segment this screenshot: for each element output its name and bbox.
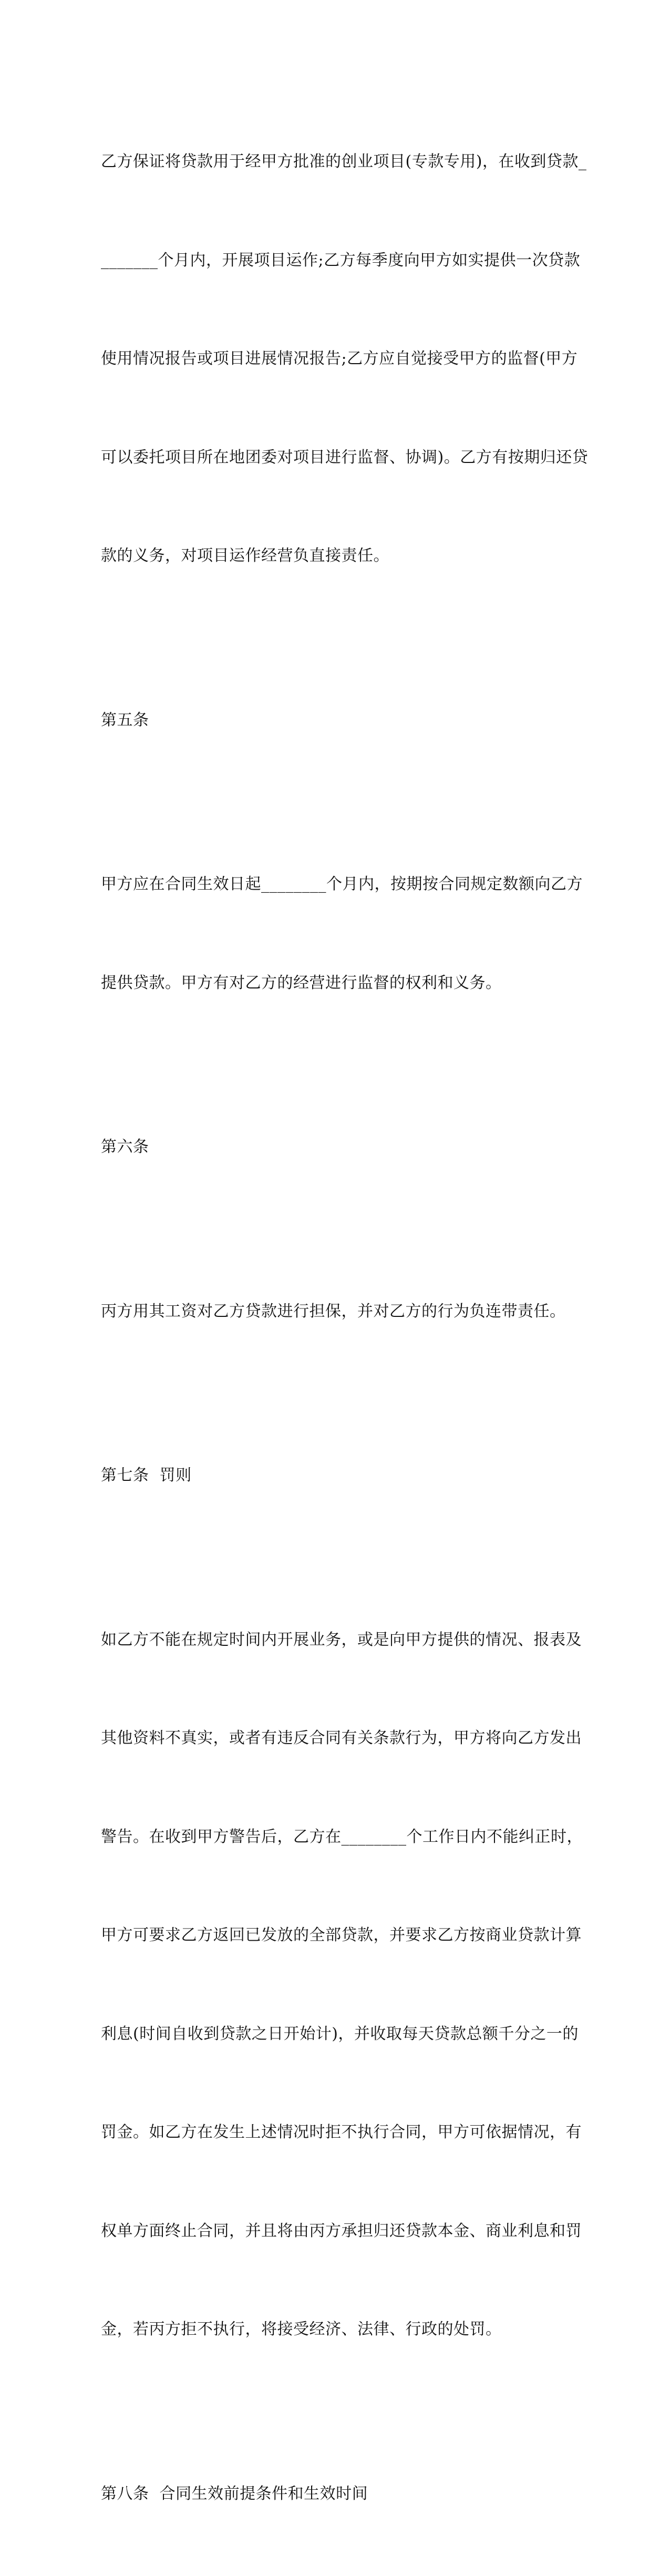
text-line: 利息(时间自收到贷款之日开始计)，并收取每天贷款总额千分之一的 [101,2018,563,2051]
text-line: 如乙方不能在规定时间内开展业务，或是向甲方提供的情况、报表及 [101,1624,563,1657]
text-line: 款的义务，对项目运作经营负直接责任。 [101,540,563,573]
text-line: 使用情况报告或项目进展情况报告;乙方应自觉接受甲方的监督(甲方 [101,343,563,376]
clause-7-heading [101,1394,563,1558]
clause-5-heading [101,638,563,803]
text-line: 金，若丙方拒不执行，将接受经济、法律、行政的处罚。 [101,2313,563,2346]
text-line: 甲方可要求乙方返回已发放的全部贷款，并要求乙方按商业贷款计算 [101,1919,563,1952]
clause-7-paragraph [101,1558,563,2412]
text-line: _______个月内，开展项目运作;乙方每季度向甲方如实提供一次贷款 [101,244,563,277]
clause-5-paragraph [101,802,563,1065]
clause-6-paragraph [101,1230,563,1394]
heading-line: 第六条 [101,1131,563,1164]
clause-6-heading [101,1065,563,1230]
heading-line: 第七条 罚则 [101,1459,563,1492]
text-line: 提供贷款。甲方有对乙方的经营进行监督的权利和义务。 [101,967,563,1000]
text-line: 可以委托项目所在地团委对项目进行监督、协调)。乙方有按期归还贷 [101,441,563,475]
text-line: 甲方应在合同生效日起________个月内，按期按合同规定数额向乙方 [101,868,563,901]
text-line: 罚金。如乙方在发生上述情况时拒不执行合同，甲方可依据情况，有 [101,2116,563,2149]
text-line: 丙方用其工资对乙方贷款进行担保，并对乙方的行为负连带责任。 [101,1295,563,1328]
clause-8-heading [101,2412,563,2576]
document-body [101,80,563,2576]
text-line: 警告。在收到甲方警告后，乙方在________个工作日内不能纠正时， [101,1821,563,1854]
text-line: 乙方保证将贷款用于经甲方批准的创业项目(专款专用)，在收到贷款_ [101,146,563,179]
document-page [0,0,670,867]
heading-line: 第八条 合同生效前提条件和生效时间 [101,2478,563,2511]
text-line: 其他资料不真实，或者有违反合同有关条款行为，甲方将向乙方发出 [101,1722,563,1755]
clause-4-paragraph [101,80,563,638]
heading-line: 第五条 [101,704,563,737]
text-line: 权单方面终止合同，并且将由丙方承担归还贷款本金、商业利息和罚 [101,2215,563,2248]
